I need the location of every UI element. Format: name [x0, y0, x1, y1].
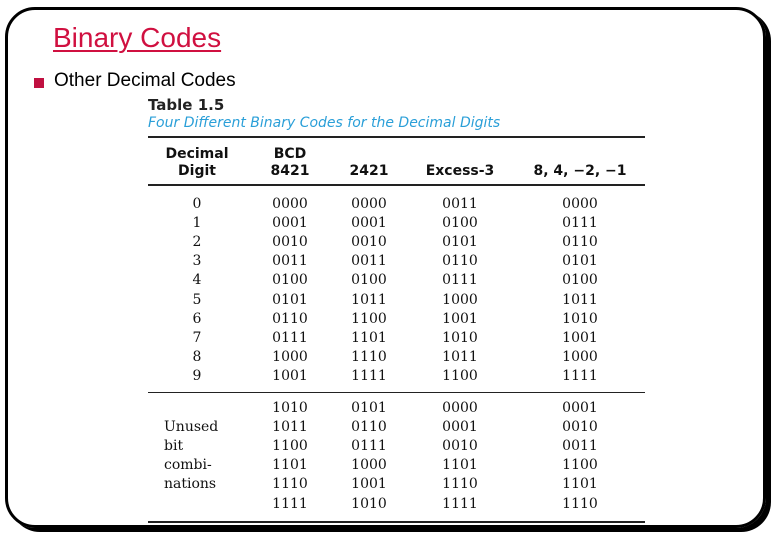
square-bullet-icon: [34, 78, 44, 88]
code-cell: 0000: [562, 196, 598, 212]
unused-code-cell: 1110: [272, 476, 308, 493]
table-number: Table 1.5: [148, 96, 225, 114]
decimal-digit-cell: 7: [192, 329, 202, 346]
unused-code-cell: 0011: [562, 438, 598, 455]
bullet-text: Other Decimal Codes: [54, 70, 236, 91]
unused-code-cell: 0000: [442, 400, 478, 416]
column-header-line2: Digit: [178, 163, 216, 179]
unused-label-line: Unused: [164, 419, 219, 435]
code-cell: 1111: [351, 367, 387, 384]
unused-code-cell: 0111: [351, 438, 387, 455]
code-cell: 0001: [351, 215, 387, 232]
code-cell: 0001: [272, 215, 308, 232]
code-cell: 1001: [442, 310, 478, 327]
code-cell: 0101: [562, 253, 598, 270]
unused-code-cell: 0010: [442, 438, 478, 455]
code-cell: 0110: [442, 253, 478, 270]
unused-code-cell: 1100: [562, 457, 598, 474]
column-header-line1: [525, 146, 635, 163]
unused-code-cell: 1010: [351, 495, 387, 512]
decimal-digit-cell: 4: [192, 272, 202, 289]
code-cell: 0100: [351, 272, 387, 289]
table-caption: Four Different Binary Codes for the Decimal Digits: [148, 115, 501, 131]
table-header-rule: [148, 184, 645, 186]
unused-code-cell: 1101: [272, 457, 308, 474]
column-header-line1: BCD: [273, 146, 307, 162]
decimal-digit-cell: 5: [192, 291, 202, 308]
unused-code-cell: 0110: [351, 419, 387, 436]
code-cell: 0111: [272, 329, 308, 346]
code-cell: 1000: [272, 348, 308, 365]
column-header: [525, 146, 635, 180]
slide-title: Binary Codes: [53, 22, 222, 53]
code-cell: 0110: [272, 310, 308, 327]
unused-label-line: combi-: [164, 457, 212, 473]
decimal-digit-cell: 1: [192, 215, 202, 232]
bullet-item: [34, 70, 236, 92]
unused-label: [164, 418, 218, 494]
code-cell: 1110: [351, 348, 387, 365]
unused-code-cell: 1111: [272, 495, 308, 512]
unused-code-cell: 1010: [272, 400, 308, 416]
code-cell: 0111: [442, 272, 478, 289]
unused-code-cell: 1110: [562, 495, 598, 512]
code-cell: 1000: [562, 348, 598, 365]
unused-code-cell: 0101: [351, 400, 387, 416]
unused-label-line: bit: [164, 438, 184, 454]
column-header-line2: 2421: [349, 163, 389, 179]
unused-code-cell: 1000: [351, 457, 387, 474]
decimal-digit-cell: 9: [192, 367, 202, 384]
unused-code-cell: 0010: [562, 419, 598, 436]
code-cell: 0100: [562, 272, 598, 289]
unused-code-cell: 1101: [442, 457, 478, 474]
unused-code-cell: 1011: [272, 419, 308, 436]
table-top-rule: [148, 136, 645, 138]
code-cell: 0011: [351, 253, 387, 270]
code-cell: 1011: [442, 348, 478, 365]
unused-code-cell: 1111: [442, 495, 478, 512]
code-cell: 0010: [351, 234, 387, 251]
code-cell: 1001: [272, 367, 308, 384]
code-cell: 1011: [351, 291, 387, 308]
code-cell: 0000: [351, 196, 387, 212]
code-cell: 1100: [442, 367, 478, 384]
code-cell: 0000: [272, 196, 308, 212]
unused-label-line: nations: [164, 476, 217, 492]
table-middle-rule: [148, 392, 645, 393]
decimal-digit-cell: 6: [192, 310, 202, 327]
column-header-line2: Excess-3: [425, 163, 495, 179]
code-cell: 0110: [562, 234, 598, 251]
code-cell: 0011: [442, 196, 478, 212]
code-cell: 0101: [442, 234, 478, 251]
code-cell: 0100: [442, 215, 478, 232]
code-cell: 1100: [351, 310, 387, 327]
table-bottom-rule: [148, 521, 645, 523]
column-header-line1: Decimal: [165, 146, 229, 162]
code-cell: 0111: [562, 215, 598, 232]
decimal-digit-cell: 8: [192, 348, 202, 365]
code-cell: 0010: [272, 234, 308, 251]
code-cell: 0011: [272, 253, 308, 270]
decimal-digit-cell: 2: [192, 234, 202, 251]
unused-code-cell: 1100: [272, 438, 308, 455]
column-header-line2: 8421: [270, 163, 310, 179]
code-cell: 0101: [272, 291, 308, 308]
decimal-digit-cell: 0: [192, 196, 202, 212]
decimal-digit-cell: 3: [192, 253, 202, 270]
unused-code-cell: 1001: [351, 476, 387, 493]
column-header-line2: 8, 4, −2, −1: [533, 163, 627, 179]
code-cell: 1111: [562, 367, 598, 384]
code-cell: 1010: [562, 310, 598, 327]
code-cell: 1000: [442, 291, 478, 308]
unused-code-cell: 0001: [562, 400, 598, 416]
column-header: [405, 146, 515, 180]
column-header-line1: [405, 146, 515, 163]
code-cell: 1101: [351, 329, 387, 346]
code-cell: 1010: [442, 329, 478, 346]
code-cell: 0100: [272, 272, 308, 289]
code-cell: 1001: [562, 329, 598, 346]
unused-code-cell: 0001: [442, 419, 478, 436]
unused-code-cell: 1110: [442, 476, 478, 493]
code-cell: 1011: [562, 291, 598, 308]
unused-code-cell: 1101: [562, 476, 598, 493]
